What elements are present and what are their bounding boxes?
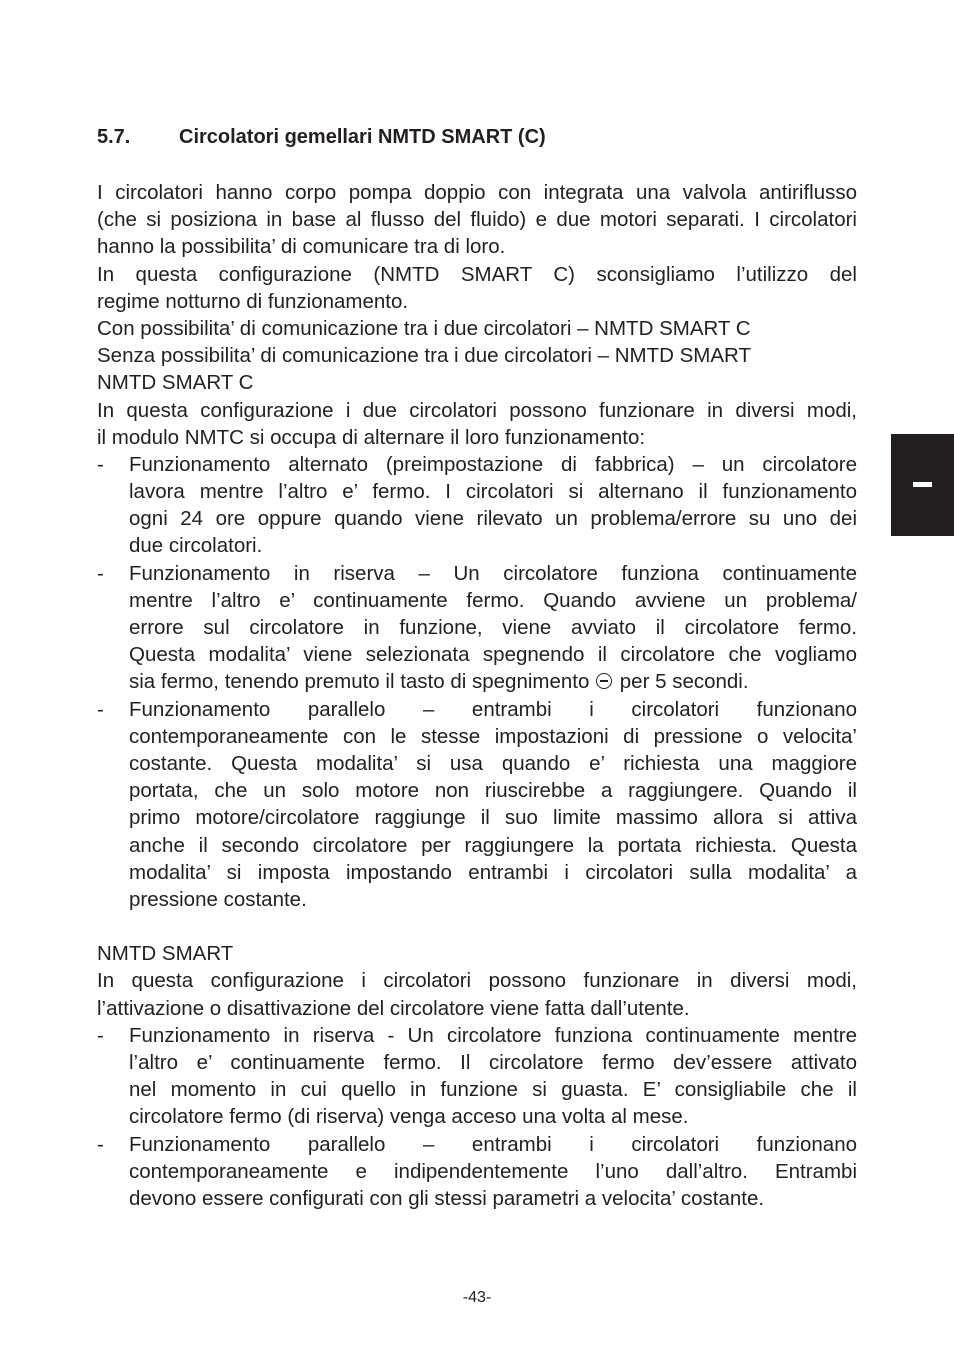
text-line: lavora mentre l’altro e’ fermo. I circolatori si alternano il funzionamento bbox=[129, 480, 857, 504]
page-body bbox=[97, 179, 857, 1212]
text-line: contemporaneamente con le stesse impostazioni di pressione o velocita’ bbox=[129, 724, 857, 748]
text-line: pressione costante. bbox=[129, 887, 307, 911]
text-line: ogni 24 ore oppure quando viene rilevato un problema/errore su uno dei bbox=[129, 507, 857, 531]
text-line: devono essere configurati con gli stessi parametri a velocita’ costante. bbox=[129, 1186, 765, 1210]
text-line: costante. Questa modalita’ si usa quando e’ richiesta una maggiore bbox=[129, 751, 857, 775]
section-number: 5.7. bbox=[97, 126, 131, 148]
text-line: l’altro e’ continuamente fermo. Il circolatore fermo dev’essere attivato bbox=[129, 1051, 857, 1074]
text-line: portata, che un solo motore non riuscirebbe a raggiungere. Quando il bbox=[129, 779, 857, 803]
text-line: contemporaneamente e indipendentemente l’uno dall’altro. Entrambi bbox=[129, 1159, 857, 1183]
text-line: il modulo NMTC si occupa di alternare il loro funzionamento: bbox=[97, 425, 646, 449]
text-before-icon: sia fermo, tenendo premuto il tasto di spegnimento bbox=[129, 670, 590, 694]
list-item-alternato bbox=[97, 451, 857, 560]
language-side-tab bbox=[891, 434, 954, 536]
power-off-icon bbox=[596, 673, 612, 689]
text-line: l’attivazione o disattivazione del circolatore viene fatta dall’utente. bbox=[97, 996, 690, 1020]
list-item-parallelo bbox=[97, 696, 857, 914]
blank-line bbox=[97, 913, 857, 940]
text-line: regime notturno di funzionamento. bbox=[97, 289, 409, 313]
text-line: (che si posiziona in base al flusso del fluido) e due motori separati. I circolatori bbox=[97, 208, 857, 232]
bullet-dash: - bbox=[97, 697, 104, 721]
text-line: Questa modalita’ viene selezionata spegnendo il circolatore che vogliamo bbox=[129, 643, 857, 667]
bullet-dash: - bbox=[97, 561, 104, 585]
text-after-icon: per 5 secondi. bbox=[619, 670, 749, 694]
subheading-nmtd-smart: NMTD SMART bbox=[97, 942, 234, 966]
subheading-nmtd-smart-c: NMTD SMART C bbox=[97, 371, 254, 395]
text-line: In questa configurazione i circolatori possono funzionare in diversi modi, bbox=[97, 969, 857, 993]
text-line: primo motore/circolatore raggiunge il suo limite massimo allora si attiva bbox=[129, 806, 857, 830]
bullet-dash: - bbox=[97, 1023, 104, 1047]
text-line: I circolatori hanno corpo pompa doppio con integrata una valvola antiriflusso bbox=[97, 181, 857, 204]
text-line: Funzionamento parallelo – entrambi i circolatori funzionano bbox=[129, 1132, 857, 1156]
section-heading bbox=[97, 124, 546, 151]
text-line: Funzionamento in riserva - Un circolatore funziona continuamente mentre bbox=[129, 1023, 857, 1047]
text-line: hanno la possibilita’ di comunicare tra di loro. bbox=[97, 235, 506, 259]
page-number: -43- bbox=[462, 1289, 492, 1306]
text-line: circolatore fermo (di riserva) venga acceso una volta al mese. bbox=[129, 1105, 689, 1129]
bullet-dash: - bbox=[97, 452, 104, 476]
list-item-riserva bbox=[97, 560, 857, 696]
language-mark-i bbox=[913, 482, 932, 487]
list-item-riserva-2 bbox=[97, 1022, 857, 1131]
list-item-parallelo-2 bbox=[97, 1131, 857, 1213]
text-line: Con possibilita’ di comunicazione tra i due circolatori – NMTD SMART C bbox=[97, 316, 751, 340]
text-line: In questa configurazione (NMTD SMART C) sconsigliamo l’utilizzo del bbox=[97, 262, 857, 286]
text-line: due circolatori. bbox=[129, 534, 263, 558]
text-line: errore sul circolatore in funzione, viene avviato il circolatore fermo. bbox=[129, 616, 857, 639]
section-title: Circolatori gemellari NMTD SMART (C) bbox=[179, 126, 546, 148]
text-line: modalita’ si imposta impostando entrambi i circolatori sulla modalita’ a bbox=[129, 860, 857, 884]
text-line: mentre l’altro e’ continuamente fermo. Quando avviene un problema/ bbox=[129, 588, 857, 612]
text-line-with-icon bbox=[129, 668, 857, 695]
text-line: Funzionamento alternato (preimpostazione di fabbrica) – un circolatore bbox=[129, 452, 857, 476]
bullet-dash: - bbox=[97, 1132, 104, 1156]
text-line: In questa configurazione i due circolatori possono funzionare in diversi modi, bbox=[97, 398, 857, 422]
text-line: Senza possibilita’ di comunicazione tra i due circolatori – NMTD SMART bbox=[97, 344, 751, 368]
text-line: anche il secondo circolatore per raggiungere la portata richiesta. Questa bbox=[129, 833, 857, 857]
text-line: Funzionamento parallelo – entrambi i circolatori funzionano bbox=[129, 697, 857, 721]
text-line: nel momento in cui quello in funzione si guasta. E’ consigliabile che il bbox=[129, 1078, 857, 1102]
text-line: Funzionamento in riserva – Un circolatore funziona continuamente bbox=[129, 561, 857, 585]
